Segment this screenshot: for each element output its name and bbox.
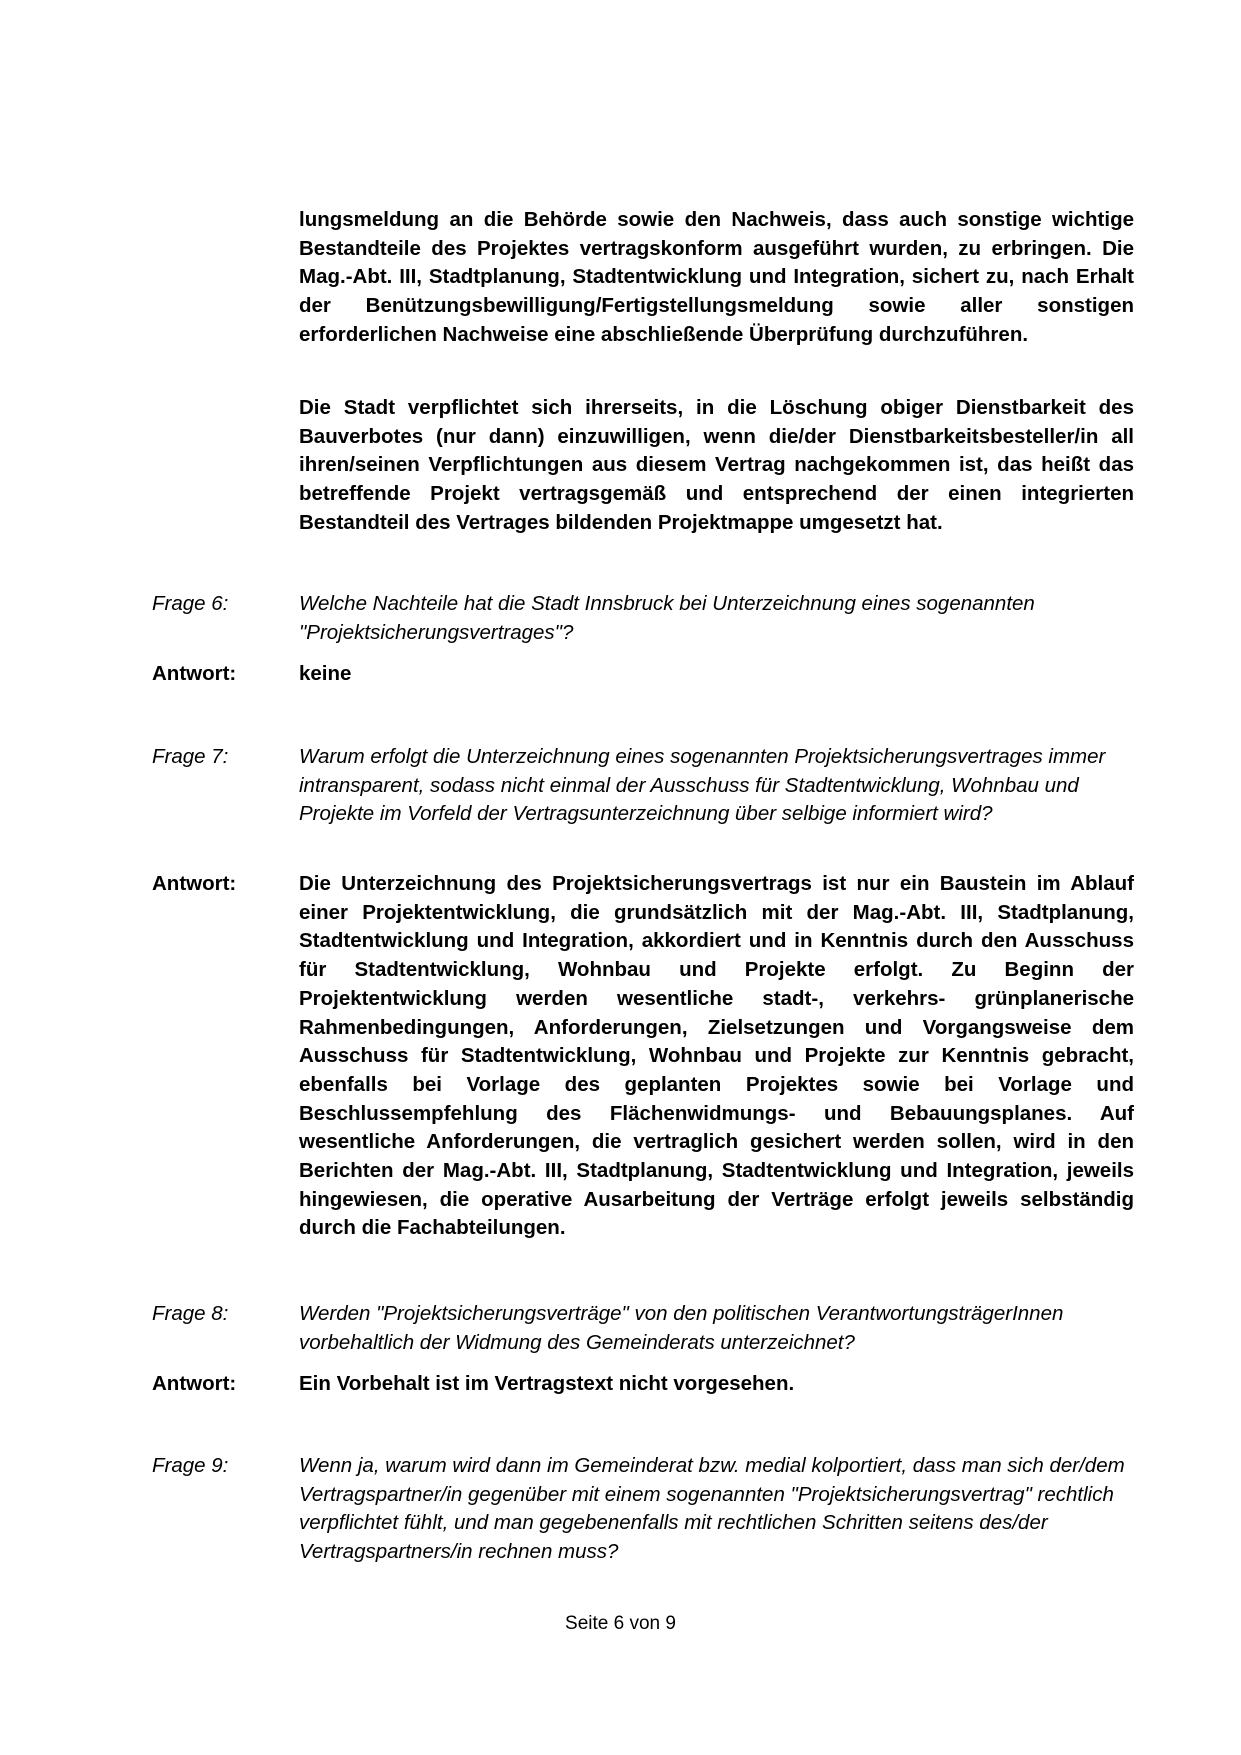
question-text: Warum erfolgt die Unterzeichnung eines sogenannten Projektsicherungsvertrages immer intransparent, sodass nicht einmal der Ausschuss für Stadtentwicklung, Wohnbau und Projekte im Vorfeld der Vertragsunterzeichnung über selbige informiert wird? — [299, 745, 1106, 826]
question-label: Frage 8: — [152, 1302, 229, 1325]
question-label: Frage 6: — [152, 592, 229, 615]
question-text: Welche Nachteile hat die Stadt Innsbruck bei Unterzeichnung eines sogenannten "Projektsicherungsvertrages"? — [299, 592, 1035, 644]
answer-text: keine — [299, 662, 352, 685]
answer-text: Ein Vorbehalt ist im Vertragstext nicht vorgesehen. — [299, 1372, 795, 1395]
answer-label: Antwort: — [152, 872, 237, 895]
answer-label: Antwort: — [152, 1372, 237, 1395]
continuation-paragraph-1: lungsmeldung an die Behörde sowie den Nachweis, dass auch sonstige wichtige Bestandteile des Projektes vertragskonform ausgeführt wurden, zu erbringen. Die Mag.-Abt. III, Stadtplanung, Stadtentwicklung und Integration, sichert zu, nach Erhalt der Benützungsbewilligung/Fertigstellungsmeldung sowie aller sonstigen erforderlichen Nachweise eine abschließende Überprüfung durchzuführen. — [299, 208, 1134, 346]
question-text: Wenn ja, warum wird dann im Gemeinderat bzw. medial kolportiert, dass man sich der/dem Vertragspartner/in gegenüber mit einem sogenannten "Projektsicherungsvertrag" rechtlich verpflichtet fühlt, und man gegebenenfalls mit rechtlichen Schritten seitens des/der Vertragspartners/in rechnen muss? — [299, 1454, 1125, 1564]
question-label: Frage 7: — [152, 745, 229, 768]
page-number-footer: Seite 6 von 9 — [565, 1613, 676, 1634]
question-text: Werden "Projektsicherungsverträge" von den politischen VerantwortungsträgerInnen vorbehaltlich der Widmung des Gemeinderats unterzeichnet? — [299, 1302, 1064, 1354]
question-label: Frage 9: — [152, 1454, 229, 1477]
answer-label: Antwort: — [152, 662, 237, 685]
answer-text: Die Unterzeichnung des Projektsicherungsvertrags ist nur ein Baustein im Ablauf einer Projektentwicklung, die grundsätzlich mit der Mag.-Abt. III, Stadtplanung, Stadtentwicklung und Integration, akkordiert und in Kenntnis durch den Ausschuss für Stadtentwicklung, Wohnbau und Projekte erfolgt. Zu Beginn der Projektentwicklung werden wesentliche stadt-, verkehrs- grünplanerische Rahmenbedingungen, Anforderungen, Zielsetzungen und Vorgangsweise dem Ausschuss für Stadtentwicklung, Wohnbau und Projekte zur Kenntnis gebracht, ebenfalls bei Vorlage des geplanten Projektes sowie bei Vorlage und Beschlussempfehlung des Flächenwidmungs- und Bebauungsplanes. Auf wesentliche Anforderungen, die vertraglich gesichert werden sollen, wird in den Berichten der Mag.-Abt. III, Stadtplanung, Stadtentwicklung und Integration, jeweils hingewiesen, die operative Ausarbeitung der Verträge erfolgt jeweils selbständig durch die Fachabteilungen. — [299, 872, 1134, 1240]
continuation-paragraph-2: Die Stadt verpflichtet sich ihrerseits, in die Löschung obiger Dienstbarkeit des Bauverbotes (nur dann) einzuwilligen, wenn die/der Dienstbarkeitsbesteller/in all ihren/seinen Verpflichtungen aus diesem Vertrag nachgekommen ist, das heißt das betreffende Projekt vertragsgemäß und entsprechend der einen integrierten Bestandteil des Vertrages bildenden Projektmappe umgesetzt hat. — [299, 396, 1134, 534]
